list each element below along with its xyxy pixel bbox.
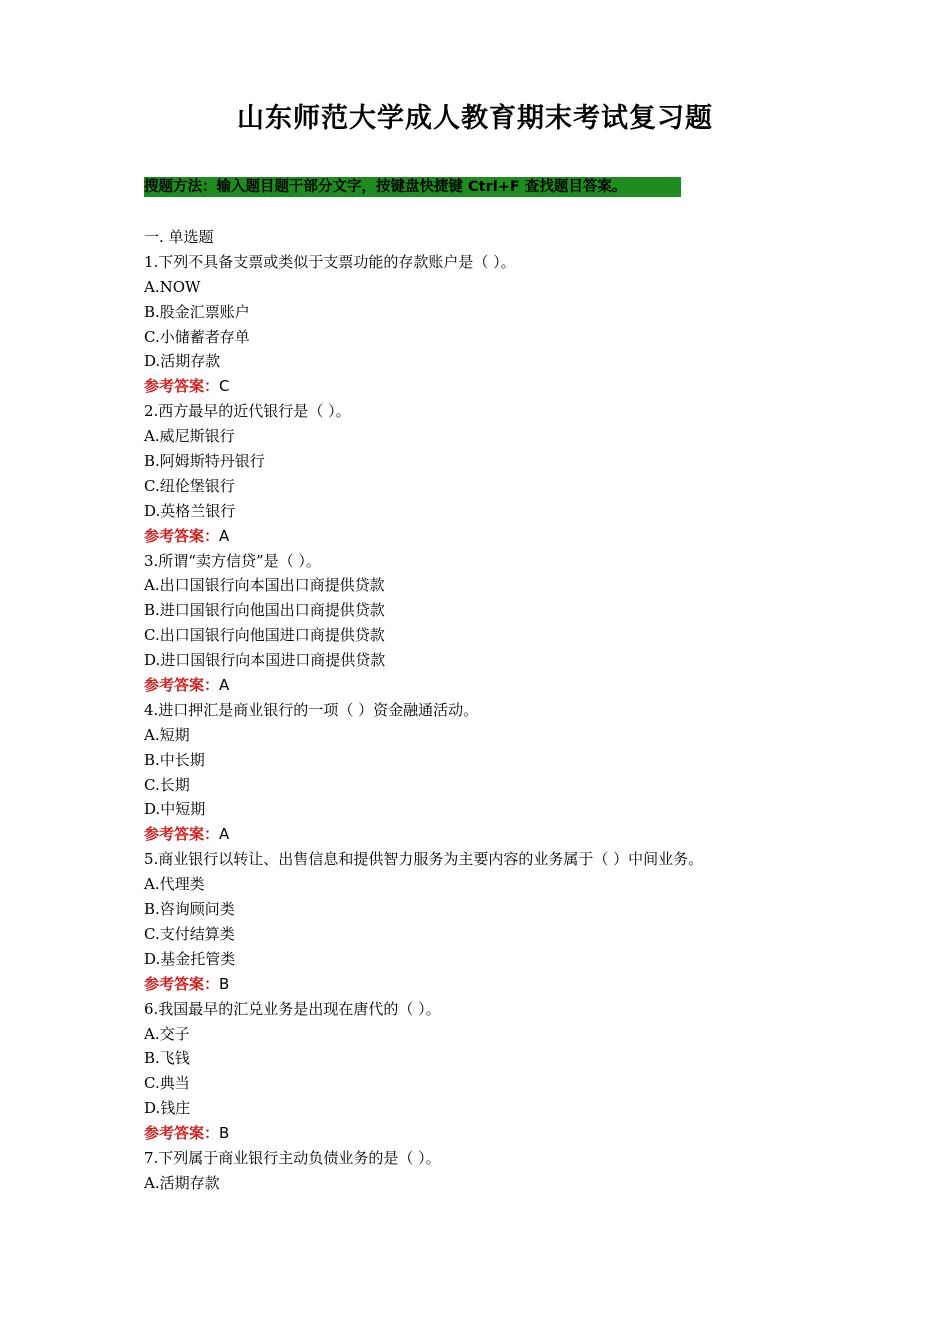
option-a: A.威尼斯银行: [144, 427, 235, 446]
reference-answer: [144, 972, 844, 997]
answer-label: 参考答案：: [144, 526, 220, 545]
option-a: A.NOW: [144, 277, 201, 296]
reference-answer: [144, 524, 844, 549]
document-title: 山东师范大学成人教育期末考试复习题: [237, 103, 713, 134]
option-c: C.纽伦堡银行: [144, 476, 235, 495]
option-d: D.基金托管类: [144, 949, 236, 968]
option-a: A.交子: [144, 1024, 190, 1043]
answer-label: 参考答案：: [144, 825, 220, 844]
question-stem: 5.商业银行以转让、出售信息和提供智力服务为主要内容的业务属于（ ）中间业务。: [144, 850, 704, 869]
answer-value: B: [219, 974, 230, 993]
option-b: B.中长期: [144, 750, 205, 769]
answer-label: 参考答案：: [144, 974, 220, 993]
option-b: B.股金汇票账户: [144, 302, 250, 321]
option-a: A.出口国银行向本国出口商提供贷款: [144, 576, 385, 595]
section-heading: 一. 单选题: [144, 228, 214, 246]
reference-answer: [144, 673, 844, 698]
reference-answer: [144, 822, 844, 847]
reference-answer: [144, 1121, 844, 1146]
option-d: D.英格兰银行: [144, 501, 236, 520]
option-b: B.阿姆斯特丹银行: [144, 452, 265, 471]
answer-label: 参考答案：: [144, 676, 220, 695]
option-c: C.支付结算类: [144, 924, 235, 943]
question-list: [144, 225, 844, 1196]
answer-value: A: [219, 825, 230, 844]
option-d: D.钱庄: [144, 1099, 191, 1118]
option-d: D.进口国银行向本国进口商提供贷款: [144, 651, 386, 670]
question-stem: 6.我国最早的汇兑业务是出现在唐代的（ ）。: [144, 999, 441, 1018]
option-c: C.长期: [144, 775, 190, 794]
answer-value: C: [219, 377, 230, 396]
option-a: A.活期存款: [144, 1173, 220, 1192]
option-c: C.出口国银行向他国进口商提供贷款: [144, 626, 385, 645]
answer-value: A: [219, 676, 230, 695]
question-stem: 1.下列不具备支票或类似于支票功能的存款账户是（ ）。: [144, 252, 516, 271]
answer-label: 参考答案：: [144, 1124, 220, 1143]
option-b: B.飞钱: [144, 1049, 190, 1068]
search-tip-banner: 搜题方法：输入题目题干部分文字，按键盘快捷键 Ctrl+F 查找题目答案。: [144, 177, 681, 197]
option-b: B.进口国银行向他国出口商提供贷款: [144, 601, 385, 620]
question-stem: 3.所谓“卖方信贷”是（ ）。: [144, 551, 321, 570]
question-stem: 4.进口押汇是商业银行的一项（ ）资金融通活动。: [144, 700, 479, 719]
question-stem: 7.下列属于商业银行主动负债业务的是（ ）。: [144, 1148, 441, 1167]
reference-answer: [144, 374, 844, 399]
answer-value: B: [219, 1124, 230, 1143]
answer-value: A: [219, 526, 230, 545]
option-d: D.中短期: [144, 800, 206, 819]
question-stem: 2.西方最早的近代银行是（ ）。: [144, 402, 351, 421]
option-d: D.活期存款: [144, 352, 221, 371]
option-a: A.短期: [144, 725, 190, 744]
option-b: B.咨询顾问类: [144, 900, 235, 919]
option-c: C.小储蓄者存单: [144, 327, 250, 346]
option-a: A.代理类: [144, 875, 205, 894]
answer-label: 参考答案：: [144, 377, 220, 396]
option-c: C.典当: [144, 1074, 190, 1093]
